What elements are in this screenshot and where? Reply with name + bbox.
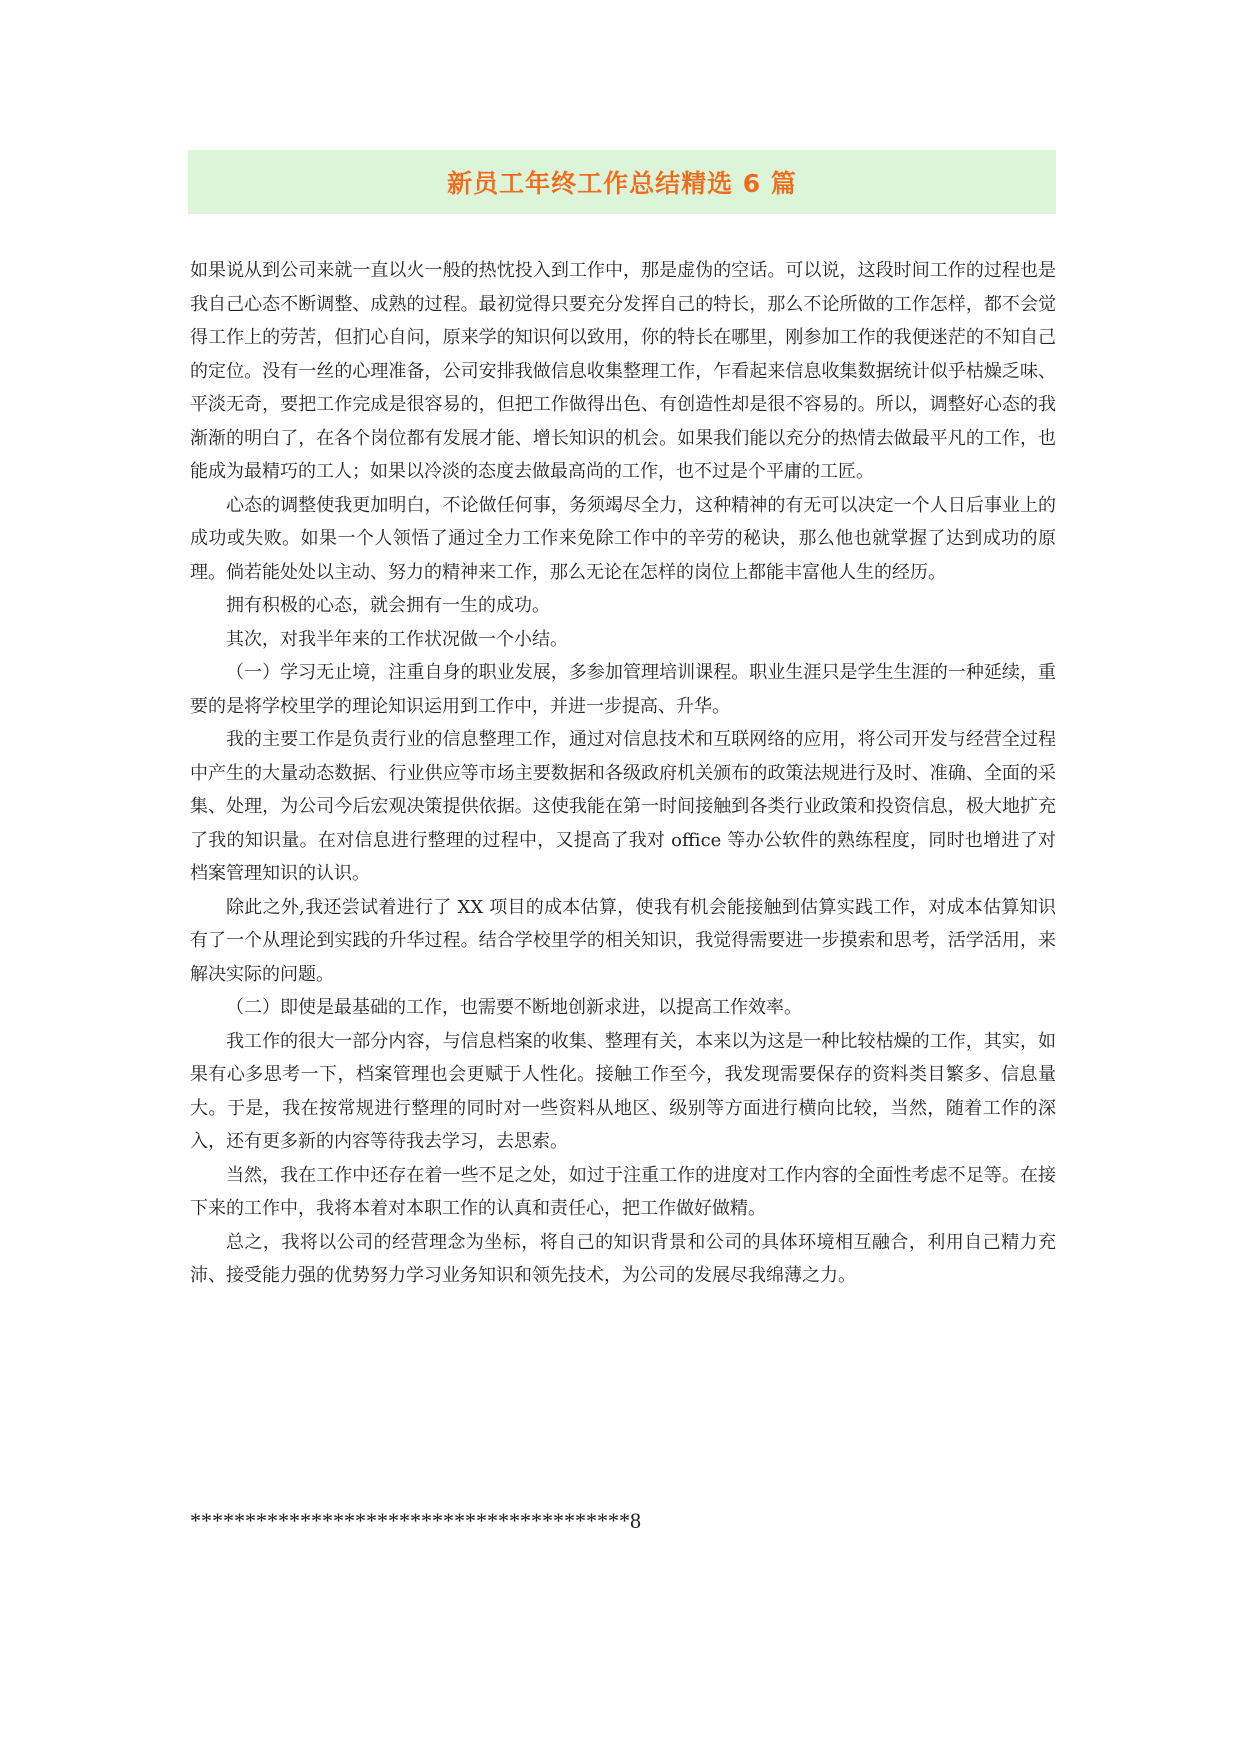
paragraph-5: （一）学习无止境，注重自身的职业发展，多参加管理培训课程。职业生涯只是学生生涯的一种延续，重要的是将学校里学的理论知识运用到工作中，并进一步提高、升华。 [190, 662, 1056, 717]
paragraph-11: 总之，我将以公司的经营理念为坐标，将自己的知识背景和公司的具体环境相互融合，利用自己精力充沛、接受能力强的优势努力学习业务知识和领先技术，为公司的发展尽我绵薄之力。 [190, 1231, 1056, 1286]
paragraph-2: 心态的调整使我更加明白，不论做任何事，务须竭尽全力，这种精神的有无可以决定一个人日后事业上的成功或失败。如果一个人领悟了通过全力工作来免除工作中的辛劳的秘诀，那么他也就掌握了达到成功的原理。倘若能处处以主动、努力的精神来工作，那么无论在怎样的岗位上都能丰富他人生的经历。 [190, 494, 1056, 583]
footer-separator: ****************************************8 [190, 1508, 641, 1533]
paragraph-7: 除此之外,我还尝试着进行了 XX 项目的成本估算，使我有机会能接触到估算实践工作，对成本估算知识有了一个从理论到实践的升华过程。结合学校里学的相关知识，我觉得需要进一步摸索和思考，活学活用，来解决实际的问题。 [190, 896, 1056, 985]
paragraph-1: 如果说从到公司来就一直以火一般的热忱投入到工作中，那是虚伪的空话。可以说，这段时间工作的过程也是我自己心态不断调整、成熟的过程。最初觉得只要充分发挥自己的特长，那么不论所做的工作怎样，都不会觉得工作上的劳苦，但扪心自问，原来学的知识何以致用，你的特长在哪里，刚参加工作的我便迷茫的不知自己的定位。没有一丝的心理准备，公司安排我做信息收集整理工作，乍看起来信息收集数据统计似乎枯燥乏味、平淡无奇，要把工作完成是很容易的，但把工作做得出色、有创造性却是很不容易的。所以，调整好心态的我渐渐的明白了，在各个岗位都有发展才能、增长知识的机会。如果我们能以充分的热情去做最平凡的工作，也能成为最精巧的工人；如果以冷淡的态度去做最高尚的工作，也不过是个平庸的工匠。 [190, 260, 1056, 482]
paragraph-4: 其次，对我半年来的工作状况做一个小结。 [226, 628, 568, 650]
paragraph-9: 我工作的很大一部分内容，与信息档案的收集、整理有关，本来以为这是一种比较枯燥的工作，其实，如果有心多思考一下，档案管理也会更赋于人性化。接触工作至今，我发现需要保存的资料类目繁多、信息量大。于是，我在按常规进行整理的同时对一些资料从地区、级别等方面进行横向比较，当然，随着工作的深入，还有更多新的内容等待我去学习，去思索。 [190, 1030, 1056, 1152]
title-banner [188, 150, 1056, 214]
paragraph-10: 当然，我在工作中还存在着一些不足之处，如过于注重工作的进度对工作内容的全面性考虑不足等。在接下来的工作中，我将本着对本职工作的认真和责任心，把工作做好做精。 [190, 1164, 1056, 1219]
document-body [190, 254, 1056, 1293]
paragraph-8: （二）即使是最基础的工作，也需要不断地创新求进，以提高工作效率。 [226, 997, 802, 1018]
paragraph-6: 我的主要工作是负责行业的信息整理工作，通过对信息技术和互联网络的应用，将公司开发与经营全过程中产生的大量动态数据、行业供应等市场主要数据和各级政府机关颁布的政策法规进行及时、准确、全面的采集、处理，为公司今后宏观决策提供依据。这使我能在第一时间接触到各类行业政策和投资信息，极大地扩充了我的知识量。在对信息进行整理的过程中，又提高了我对 office 等办公软件的熟练程度，同时也增进了对档案管理知识的认识。 [190, 729, 1056, 884]
paragraph-3: 拥有积极的心态，就会拥有一生的成功。 [226, 595, 550, 616]
document-title: 新员工年终工作总结精选 6 篇 [447, 169, 797, 198]
